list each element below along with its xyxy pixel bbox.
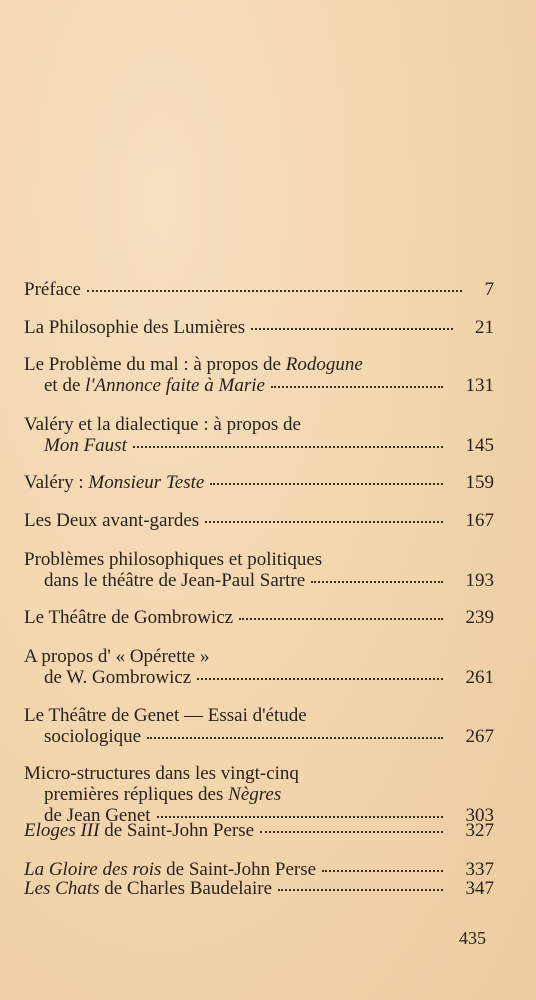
- toc-entry-line: [24, 280, 494, 299]
- title-text: sociologique: [44, 726, 142, 747]
- toc-entry-title: [24, 510, 199, 531]
- toc-entry-title: [24, 646, 209, 667]
- toc-entry-line: [24, 860, 494, 879]
- dot-leader: [260, 831, 443, 833]
- toc-entry-negres: [24, 764, 494, 825]
- toc-entry-title: [44, 726, 141, 747]
- italic-title-text: Mon Faust: [44, 435, 127, 456]
- toc-entry-title: [24, 472, 204, 493]
- title-text: Problèmes philosophiques et politiques: [24, 549, 323, 570]
- italic-title-text: Eloges III: [24, 820, 100, 841]
- toc-entry-sartre: [24, 550, 494, 590]
- toc-entry-line: [24, 571, 494, 590]
- dot-leader: [271, 386, 443, 388]
- toc-entry-line: [24, 727, 494, 746]
- toc-page-number: 131: [465, 375, 494, 396]
- toc-entry-title: [24, 279, 81, 300]
- toc-page-number: 327: [465, 820, 494, 841]
- toc-entry-line: [24, 415, 494, 434]
- toc-entry-title: [44, 784, 281, 805]
- toc-entry-line: [24, 550, 494, 569]
- toc-entry-eloges: [24, 821, 494, 840]
- title-text: Micro-structures dans les vingt-cinq: [24, 763, 299, 784]
- toc-entry-line: [24, 706, 494, 725]
- toc-entry-line: [24, 785, 494, 804]
- toc-entry-title: [44, 375, 265, 396]
- dot-leader: [87, 290, 462, 292]
- toc-page-number: 267: [465, 726, 494, 747]
- toc-entry-line: [24, 376, 494, 395]
- dot-leader: [322, 870, 443, 872]
- toc-page-number: 337: [465, 859, 494, 880]
- toc-entry-title: [44, 667, 191, 688]
- toc-entry-gombrowicz: [24, 608, 494, 627]
- italic-title-text: l'Annonce faite à Marie: [85, 375, 265, 396]
- toc-page-number: 303: [465, 805, 494, 826]
- title-text: Le Théâtre de Genet — Essai d'étude: [24, 705, 307, 726]
- toc-entry-title: [24, 859, 316, 880]
- dot-leader: [157, 816, 443, 818]
- dot-leader: [278, 889, 443, 891]
- toc-entry-title: [24, 414, 301, 435]
- toc-entry-operette: [24, 647, 494, 687]
- dot-leader: [311, 581, 443, 583]
- title-text: et de: [44, 375, 86, 396]
- toc-entry-title: [24, 820, 254, 841]
- title-text: A propos d' « Opérette »: [24, 646, 210, 667]
- title-text: Valéry :: [24, 472, 89, 493]
- toc-page-number: 159: [465, 472, 494, 493]
- title-text: Préface: [24, 279, 81, 300]
- dot-leader: [210, 483, 443, 485]
- toc-entry-mal: [24, 355, 494, 395]
- toc-entry-lumieres: [24, 318, 494, 337]
- italic-title-text: Monsieur Teste: [88, 472, 205, 493]
- toc-entry-line: [24, 608, 494, 627]
- toc-entry-title: [24, 354, 363, 375]
- dot-leader: [205, 521, 443, 523]
- title-text: Les Deux avant-gardes: [24, 510, 200, 531]
- toc-page-number: 193: [465, 570, 494, 591]
- toc-entry-line: [24, 647, 494, 666]
- toc-page-number: 261: [465, 667, 494, 688]
- title-text: Le Problème du mal : à propos de: [24, 354, 286, 375]
- title-text: de W. Gombrowicz: [44, 667, 192, 688]
- toc-entry-title: [24, 705, 307, 726]
- toc-entry-preface: [24, 280, 494, 299]
- toc-entry-line: [24, 318, 494, 337]
- title-text: de Charles Baudelaire: [99, 878, 273, 899]
- toc-page-number: 167: [465, 510, 494, 531]
- toc-entry-title: [24, 763, 299, 784]
- toc-entry-title: [44, 570, 305, 591]
- toc-entry-line: [24, 764, 494, 783]
- italic-title-text: Nègres: [228, 784, 282, 805]
- dot-leader: [147, 737, 443, 739]
- page-number: 435: [459, 928, 486, 948]
- toc-page-number: 21: [475, 317, 494, 338]
- toc-entry-line: [24, 821, 494, 840]
- toc-entry-title: [24, 317, 245, 338]
- title-text: de Saint-John Perse: [99, 820, 255, 841]
- toc-entry-line: [24, 473, 494, 492]
- toc-entry-title: [24, 607, 233, 628]
- toc-page-number: 239: [465, 607, 494, 628]
- toc-entry-genet: [24, 706, 494, 746]
- italic-title-text: Rodogune: [285, 354, 363, 375]
- toc-entry-line: [24, 436, 494, 455]
- toc-entry-chats: [24, 879, 494, 898]
- toc-entry-valery-dialectique: [24, 415, 494, 455]
- title-text: dans le théâtre de Jean-Paul Sartre: [44, 570, 306, 591]
- toc-page-number: 7: [484, 279, 494, 300]
- toc-page-number: 145: [465, 435, 494, 456]
- toc-entry-title: [44, 435, 127, 456]
- title-text: premières répliques des: [44, 784, 229, 805]
- toc-entry-line: [24, 668, 494, 687]
- toc-entry-title: [24, 878, 272, 899]
- toc-entry-valery-teste: [24, 473, 494, 492]
- dot-leader: [197, 678, 443, 680]
- title-text: Le Théâtre de Gombrowicz: [24, 607, 234, 628]
- toc-entry-title: [24, 549, 322, 570]
- italic-title-text: La Gloire des rois: [24, 859, 162, 880]
- toc-entry-line: [24, 511, 494, 530]
- title-text: de Jean Genet: [44, 805, 151, 826]
- italic-title-text: Les Chats: [24, 878, 100, 899]
- toc-entry-avant-gardes: [24, 511, 494, 530]
- title-text: La Philosophie des Lumières: [24, 317, 246, 338]
- toc-page-number: 347: [465, 878, 494, 899]
- title-text: Valéry et la dialectique : à propos de: [24, 414, 301, 435]
- dot-leader: [239, 618, 443, 620]
- toc-entry-gloire: [24, 860, 494, 879]
- toc-entry-line: [24, 355, 494, 374]
- toc-entry-line: [24, 879, 494, 898]
- title-text: de Saint-John Perse: [161, 859, 317, 880]
- dot-leader: [251, 328, 453, 330]
- dot-leader: [133, 446, 443, 448]
